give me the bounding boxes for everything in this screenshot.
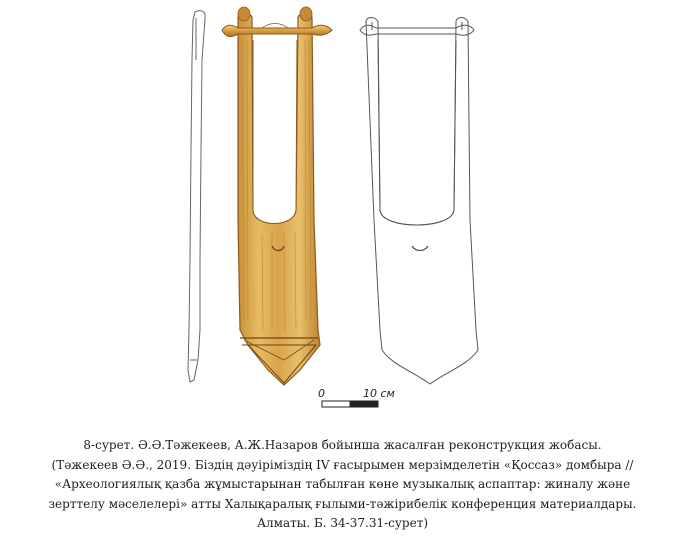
caption-line: «Археологиялық қазба жұмыстарынан табылған көне музыкалық аспаптар: жиналу және [54,477,631,491]
scale-start-label: 0 [318,387,325,400]
outline-front-view-drawing [360,18,478,385]
side-view-drawing [188,11,205,382]
caption-line: (Тәжекеев Ә.Ә., 2019. Біздің дәуіріміздің IV ғасырымен мерзімделетін «Қоссаз» домбыра // [51,457,634,472]
figure-caption [40,436,645,534]
scale-end-label: 10 см [363,387,395,400]
scale-bar [318,387,395,407]
colored-front-view-drawing [222,7,332,385]
caption-line: зерттелу мәселелері» атты Халықаралық ғылыми-тәжірибелік конференция материалдары. [48,496,637,511]
caption-line: 8-сурет. Ә.Ә.Тәжекеев, А.Ж.Назаров бойынша жасалған реконструкция жобасы. [83,438,602,452]
caption-line: Алматы. Б. 34-37.31-сурет) [256,516,429,530]
